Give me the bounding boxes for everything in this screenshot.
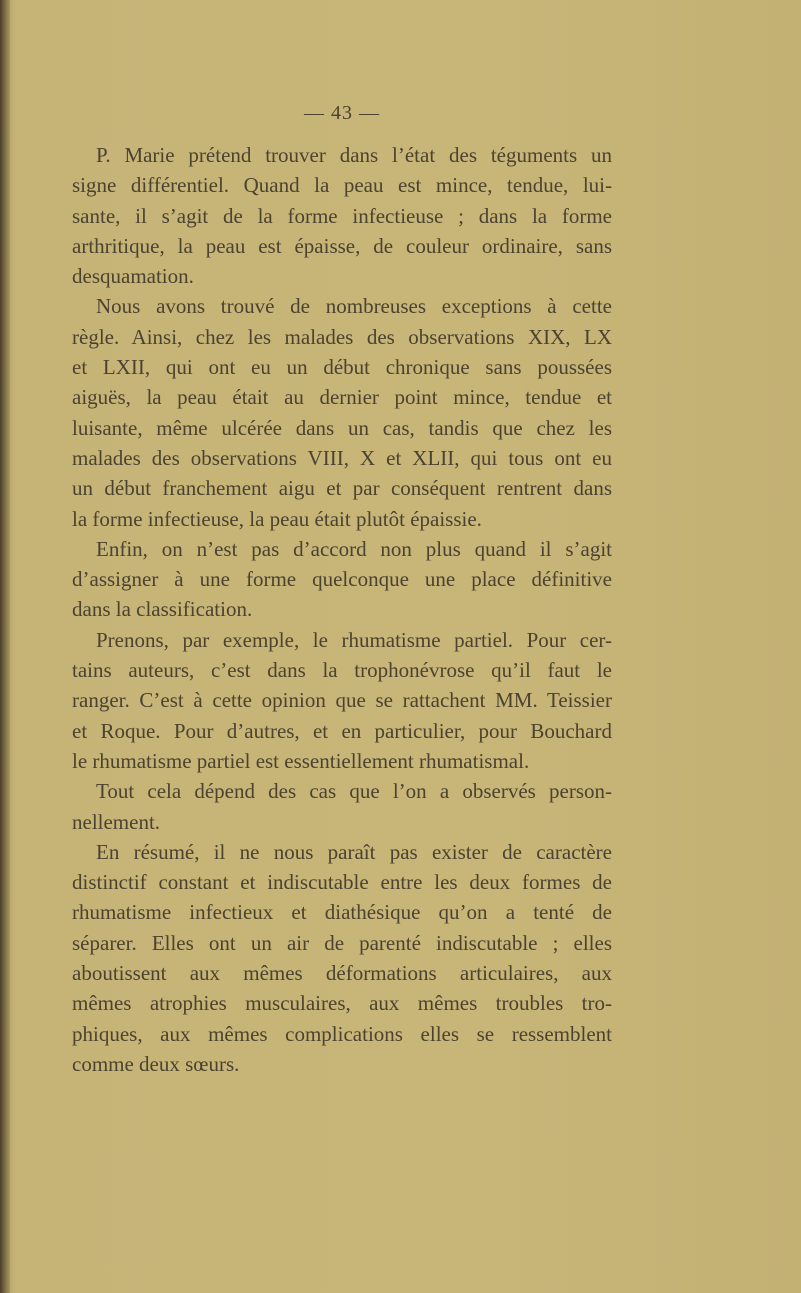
text-line: signe différentiel. Quand la peau est mince, tendue, lui- bbox=[72, 173, 612, 198]
text-line: Enfin, on n’est pas d’accord non plus quand il s’agit bbox=[96, 536, 612, 561]
text-line: Nous avons trouvé de nombreuses exceptions à cette bbox=[96, 294, 612, 319]
text-line: dans la classification. bbox=[72, 597, 253, 622]
text-line: rhumatisme infectieux et diathésique qu’on a tenté de bbox=[72, 900, 612, 925]
text-line: Tout cela dépend des cas que l’on a observés person- bbox=[96, 779, 612, 804]
text-line: d’assigner à une forme quelconque une place définitive bbox=[72, 567, 612, 592]
text-line: En résumé, il ne nous paraît pas exister de caractère bbox=[96, 839, 612, 864]
text-line: et LXII, qui ont eu un début chronique sans poussées bbox=[72, 355, 612, 380]
book-binding-edge bbox=[0, 0, 10, 1293]
text-line: phiques, aux mêmes complications elles se ressemblent bbox=[72, 1021, 612, 1046]
text-line: luisante, même ulcérée dans un cas, tandis que chez les bbox=[72, 415, 612, 440]
text-line: P. Marie prétend trouver dans l’état des téguments un bbox=[96, 143, 612, 167]
text-line: aboutissent aux mêmes déformations articulaires, aux bbox=[72, 961, 612, 986]
text-line: malades des observations VIII, X et XLII, qui tous ont eu bbox=[72, 445, 612, 470]
page-number: — 43 — bbox=[304, 102, 380, 124]
text-line: comme deux sœurs. bbox=[72, 1051, 240, 1076]
text-line: distinctif constant et indiscutable entre les deux formes de bbox=[72, 870, 612, 895]
text-line: le rhumatisme partiel est essentiellement rhumatismal. bbox=[72, 748, 530, 773]
text-line: un début franchement aigu et par conséquent rentrent dans bbox=[72, 476, 612, 501]
text-line: arthritique, la peau est épaisse, de couleur ordinaire, sans bbox=[72, 233, 612, 258]
text-line: ranger. C’est à cette opinion que se rattachent MM. Teissier bbox=[72, 688, 612, 713]
text-line: séparer. Elles ont un air de parenté indiscutable ; elles bbox=[72, 930, 612, 955]
text-line: aiguës, la peau était au dernier point mince, tendue et bbox=[72, 385, 612, 410]
text-line: sante, il s’agit de la forme infectieuse ; dans la forme bbox=[72, 203, 612, 228]
text-line: tains auteurs, c’est dans la trophonévrose qu’il faut le bbox=[72, 658, 612, 683]
text-line: mêmes atrophies musculaires, aux mêmes troubles tro- bbox=[72, 991, 612, 1016]
text-line: nellement. bbox=[72, 809, 161, 834]
text-line: Prenons, par exemple, le rhumatisme partiel. Pour cer- bbox=[96, 627, 612, 652]
text-line: la forme infectieuse, la peau était plutôt épaissie. bbox=[72, 506, 482, 531]
text-line: et Roque. Pour d’autres, et en particulier, pour Bouchard bbox=[72, 718, 612, 743]
text-line: règle. Ainsi, chez les malades des observations XIX, LX bbox=[72, 324, 612, 349]
text-line: desquamation. bbox=[72, 264, 194, 289]
body-text bbox=[72, 140, 612, 1079]
